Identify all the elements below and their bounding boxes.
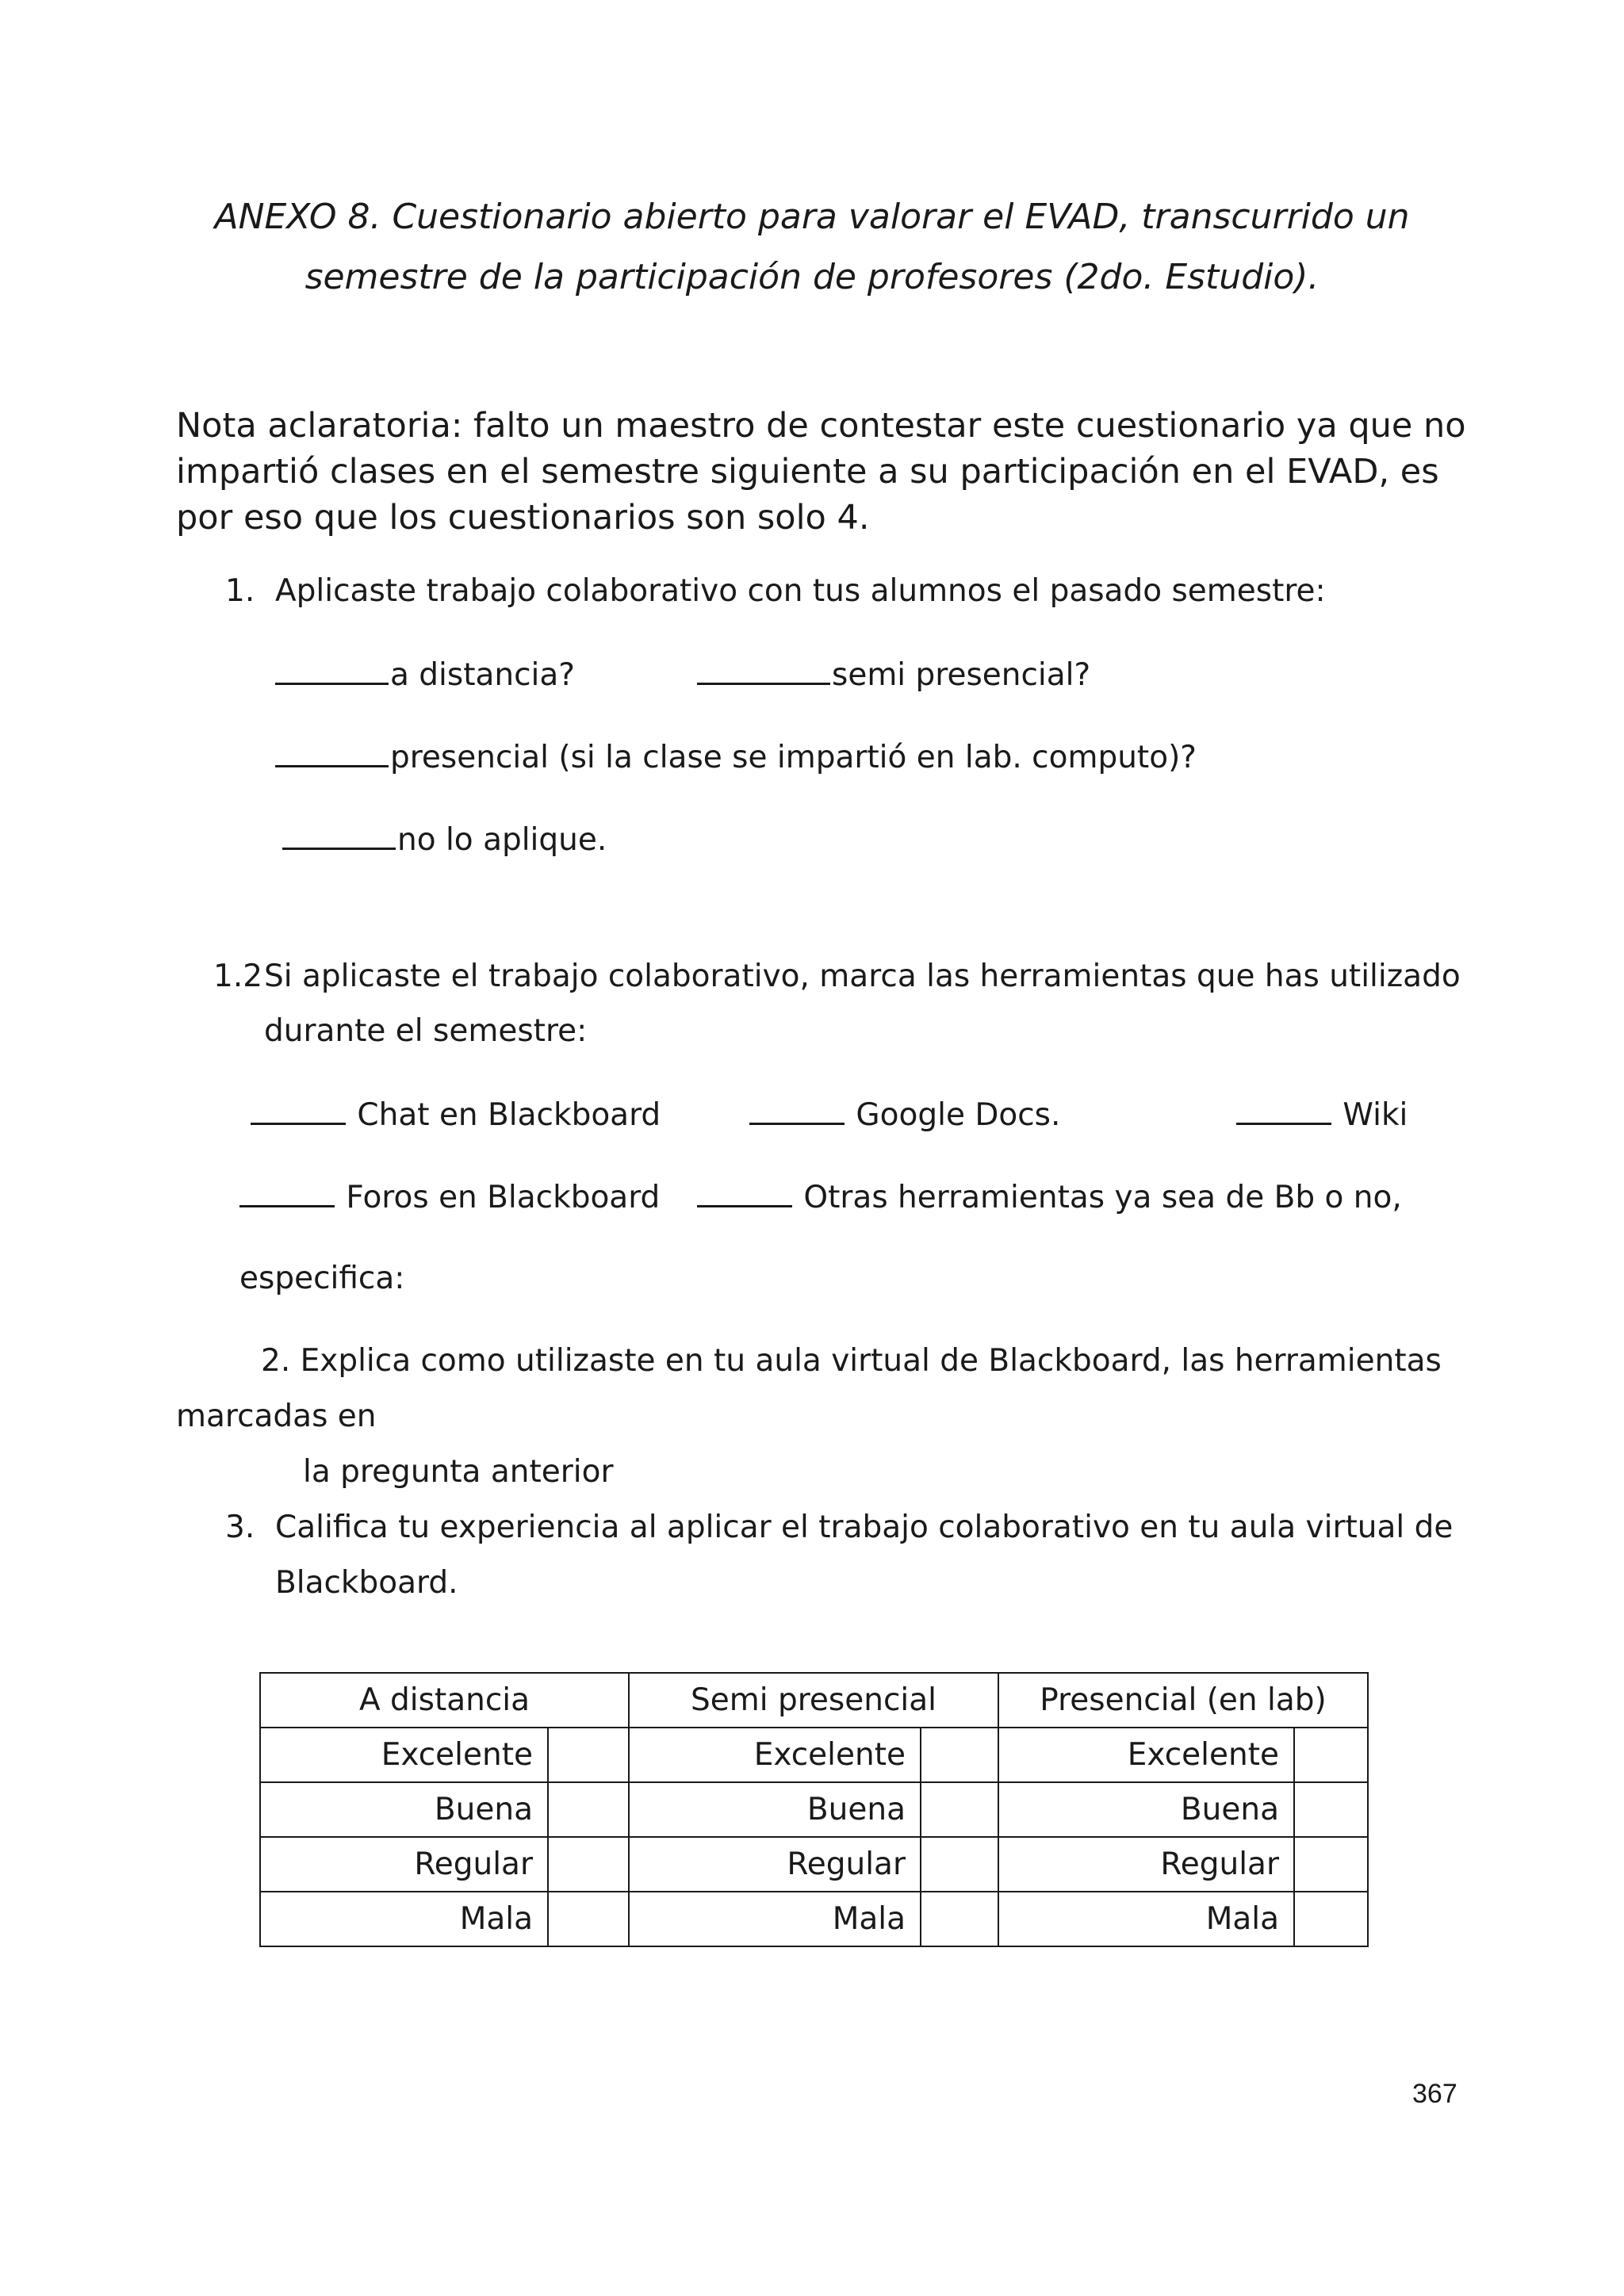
- table-row: [260, 1782, 1368, 1837]
- q3-number: 3.: [225, 1510, 255, 1545]
- tool-wiki: Wiki: [1236, 1096, 1408, 1133]
- table-header: Semi presencial: [629, 1673, 998, 1728]
- answer-blank[interactable]: [697, 1178, 792, 1207]
- rating-table: [259, 1672, 1369, 1947]
- q1-2-line2: durante el semestre:: [264, 1013, 588, 1049]
- answer-blank[interactable]: [749, 1096, 845, 1125]
- rating-label: Mala: [629, 1892, 921, 1946]
- q2-line2: marcadas en: [176, 1399, 377, 1434]
- q1-text: Aplicaste trabajo colaborativo con tus alumnos el pasado semestre:: [275, 573, 1326, 609]
- rating-label: Regular: [998, 1837, 1294, 1892]
- q1-option-semi: semi presencial?: [697, 656, 1090, 693]
- rating-checkbox-cell[interactable]: [1294, 1728, 1368, 1782]
- rating-label: Mala: [260, 1892, 548, 1946]
- q1-2-number: 1.2: [213, 959, 263, 994]
- rating-checkbox-cell[interactable]: [548, 1782, 629, 1837]
- rating-checkbox-cell[interactable]: [1294, 1782, 1368, 1837]
- rating-checkbox-cell[interactable]: [1294, 1837, 1368, 1892]
- tool-chat: Chat en Blackboard: [251, 1096, 661, 1133]
- rating-checkbox-cell[interactable]: [921, 1728, 998, 1782]
- rating-checkbox-cell[interactable]: [548, 1892, 629, 1946]
- rating-checkbox-cell[interactable]: [548, 1728, 629, 1782]
- q2-line1: 2. Explica como utilizaste en tu aula virtual de Blackboard, las herramientas: [261, 1343, 1442, 1379]
- q1-number: 1.: [225, 573, 255, 609]
- annex-title-line1: ANEXO 8. Cuestionario abierto para valorar el EVAD, transcurrido un: [214, 197, 1410, 237]
- answer-blank[interactable]: [1236, 1096, 1331, 1125]
- note-line2: impartió clases en el semestre siguiente a su participación en el EVAD, es: [176, 452, 1439, 492]
- rating-label: Mala: [998, 1892, 1294, 1946]
- rating-label: Regular: [629, 1837, 921, 1892]
- annex-title-line2: semestre de la participación de profesores (2do. Estudio).: [304, 257, 1320, 297]
- tool-other: Otras herramientas ya sea de Bb o no,: [697, 1178, 1402, 1215]
- specify-label: especifica:: [239, 1261, 405, 1296]
- rating-label: Regular: [260, 1837, 548, 1892]
- answer-blank[interactable]: [282, 821, 396, 850]
- rating-checkbox-cell[interactable]: [921, 1837, 998, 1892]
- q1-option-none: no lo aplique.: [282, 821, 607, 858]
- rating-checkbox-cell[interactable]: [921, 1782, 998, 1837]
- note-line1: Nota aclaratoria: falto un maestro de contestar este cuestionario ya que no: [176, 406, 1466, 446]
- rating-checkbox-cell[interactable]: [921, 1892, 998, 1946]
- rating-label: Buena: [260, 1782, 548, 1837]
- q1-2-line1: Si aplicaste el trabajo colaborativo, marca las herramientas que has utilizado: [264, 959, 1461, 994]
- q3-line2: Blackboard.: [275, 1565, 458, 1601]
- rating-label: Buena: [629, 1782, 921, 1837]
- rating-label: Excelente: [260, 1728, 548, 1782]
- rating-label: Buena: [998, 1782, 1294, 1837]
- table-header-row: [260, 1673, 1368, 1728]
- tool-google-docs: Google Docs.: [749, 1096, 1060, 1133]
- answer-blank[interactable]: [275, 656, 389, 685]
- tool-forums: Foros en Blackboard: [239, 1178, 660, 1215]
- q2-line3: la pregunta anterior: [303, 1454, 614, 1490]
- table-row: [260, 1892, 1368, 1946]
- answer-blank[interactable]: [239, 1178, 335, 1207]
- answer-blank[interactable]: [697, 656, 830, 685]
- q1-option-presencial: presencial (si la clase se impartió en lab. computo)?: [275, 738, 1197, 775]
- table-row: [260, 1728, 1368, 1782]
- q1-option-distance: a distancia?: [275, 656, 575, 693]
- rating-label: Excelente: [998, 1728, 1294, 1782]
- page-number: 367: [1412, 2079, 1457, 2109]
- rating-checkbox-cell[interactable]: [1294, 1892, 1368, 1946]
- rating-checkbox-cell[interactable]: [548, 1837, 629, 1892]
- table-header: A distancia: [260, 1673, 629, 1728]
- answer-blank[interactable]: [251, 1096, 346, 1125]
- answer-blank[interactable]: [275, 738, 389, 767]
- table-header: Presencial (en lab): [998, 1673, 1368, 1728]
- table-row: [260, 1837, 1368, 1892]
- note-line3: por eso que los cuestionarios son solo 4.: [176, 498, 870, 538]
- rating-label: Excelente: [629, 1728, 921, 1782]
- q3-line1: Califica tu experiencia al aplicar el trabajo colaborativo en tu aula virtual de: [275, 1510, 1454, 1545]
